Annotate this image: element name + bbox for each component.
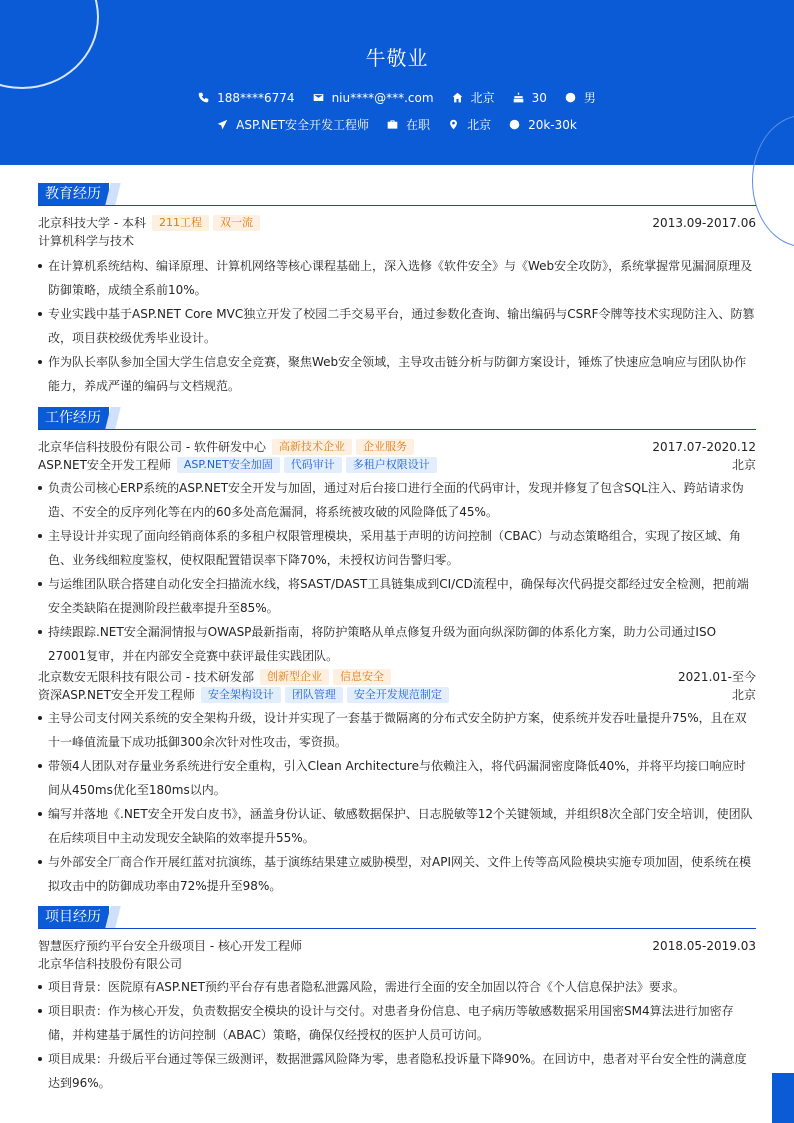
- candidate-name: 牛敬业: [365, 46, 429, 70]
- list-item: 带领4人团队对存量业务系统进行安全重构，引入Clean Architecture与依赖注入，将代码漏洞密度降低40%，并将平均接口响应时间从450ms优化至180ms以内。: [38, 754, 756, 802]
- education-date: 2013.09-2017.06: [652, 216, 756, 230]
- job-date: 2017.07-2020.12: [652, 440, 756, 454]
- education-title: 教育经历: [38, 183, 109, 205]
- school-name: 北京科技大学 - 本科: [38, 216, 146, 230]
- project-heading: [38, 906, 756, 929]
- education-section: [38, 183, 756, 398]
- job-city: 北京: [731, 458, 756, 472]
- salary-text: 20k-30k: [528, 117, 577, 132]
- email-item: [313, 91, 434, 105]
- contact-row: [0, 89, 794, 106]
- phone-item: [198, 91, 294, 105]
- position-name: ASP.NET安全开发工程师: [38, 458, 171, 472]
- skill-tag: 安全开发规范制定: [347, 687, 449, 703]
- job-date: 2021.01-至今: [678, 670, 756, 684]
- money-icon: [509, 119, 520, 130]
- send-icon: [217, 119, 228, 130]
- work-heading: [38, 407, 756, 430]
- list-item: 主导设计并实现了面向经销商体系的多租户权限管理模块，采用基于声明的访问控制（CBAC）与动态策略组合，实现了按区域、角色、业务线细粒度鉴权，使权限配置错误率下降70%，未授权访问告警归零。: [38, 524, 756, 572]
- gender-text: 男: [583, 91, 596, 105]
- major: 计算机科学与技术: [38, 234, 135, 248]
- list-item: 持续跟踪.NET安全漏洞情报与OWASP最新指南，将防护策略从单点修复升级为面向纵深防御的体系化方案，助力公司通过ISO 27001复审，并在内部安全竞赛中获评最佳实践团队。: [38, 620, 756, 668]
- company-tag: 企业服务: [356, 439, 414, 455]
- target-city-text: 北京: [467, 118, 492, 132]
- job-position-row: [38, 456, 756, 474]
- salary-item: [509, 118, 577, 132]
- company-tag: 高新技术企业: [272, 439, 352, 455]
- list-item: 项目职责：作为核心开发，负责数据安全模块的设计与交付。对患者身份信息、电子病历等敏感数据采用国密SM4算法进行加密存储，并构建基于属性的访问控制（ABAC）策略，确保仅经授权的医护人员可访问。: [38, 999, 756, 1047]
- home-city-text: 北京: [470, 91, 495, 105]
- skill-tag: 多租户权限设计: [346, 457, 437, 473]
- job-position-row: [38, 686, 756, 704]
- list-item: 项目成果：升级后平台通过等保三级测评，数据泄露风险降为零，患者隐私投诉量下降90%。在回访中，患者对平台安全性的满意度达到96%。: [38, 1047, 756, 1095]
- project-title: 项目经历: [38, 906, 109, 928]
- project-name-row: [38, 937, 756, 955]
- skill-tag: 安全架构设计: [201, 687, 281, 703]
- project-org-row: [38, 955, 756, 973]
- company-name: 北京数安无限科技有限公司 - 技术研发部: [38, 670, 254, 684]
- company-tag: 信息安全: [333, 669, 391, 685]
- list-item: 项目背景：医院原有ASP.NET预约平台存有患者隐私泄露风险，需进行全面的安全加固以符合《个人信息保护法》要求。: [38, 975, 756, 999]
- corner-decoration: [772, 1073, 794, 1123]
- project-section: [38, 906, 756, 1095]
- list-item: 与外部安全厂商合作开展红蓝对抗演练，基于演练结果建立威胁模型，对API网关、文件上传等高风险模块实施专项加固，使系统在模拟攻击中的防御成功率由72%提升至98%。: [38, 850, 756, 898]
- list-item: 编写并落地《.NET安全开发白皮书》，涵盖身份认证、敏感数据保护、日志脱敏等12个关键领域，并组织8次全部门安全培训，使团队在后续项目中主动发现安全缺陷的效率提升55%。: [38, 802, 756, 850]
- gender-item: [565, 89, 596, 106]
- job-bullets: [38, 706, 756, 898]
- status-text: 在职: [406, 118, 431, 132]
- email-text: niu****@***.com: [331, 90, 434, 105]
- age-item: [513, 91, 547, 105]
- education-heading: [38, 183, 756, 206]
- work-section: [38, 407, 756, 898]
- company-name: 北京华信科技股份有限公司 - 软件研发中心: [38, 440, 266, 454]
- education-bullets: [38, 254, 756, 398]
- job-company-row: [38, 438, 756, 456]
- skill-tag: ASP.NET安全加固: [177, 457, 280, 473]
- job-city: 北京: [731, 688, 756, 702]
- skill-tag: 代码审计: [284, 457, 342, 473]
- list-item: 负责公司核心ERP系统的ASP.NET安全开发与加固，通过对后台接口进行全面的代码审计，发现并修复了包含SQL注入、跨站请求伪造、不安全的反序列化等在内的60多处高危漏洞，将系统被攻破的风险降低了45%。: [38, 476, 756, 524]
- target-city-item: [448, 116, 491, 133]
- resume-header: [0, 0, 794, 165]
- list-item: 主导公司支付网关系统的安全架构升级，设计并实现了一套基于微隔离的分布式安全防护方案，使系统并发吞吐量提升75%，且在双十一峰值流量下成功抵御300余次针对性攻击，零资损。: [38, 706, 756, 754]
- skill-tag: 团队管理: [285, 687, 343, 703]
- education-major-row: [38, 232, 756, 250]
- job-intent-row: [0, 116, 794, 133]
- job-company-row: [38, 668, 756, 686]
- briefcase-icon: [387, 119, 398, 130]
- project-bullets: [38, 975, 756, 1095]
- school-tag: 211工程: [152, 215, 209, 231]
- location-icon: [448, 119, 459, 130]
- status-item: [387, 116, 430, 133]
- position-name: 资深ASP.NET安全开发工程师: [38, 688, 195, 702]
- list-item: 在计算机系统结构、编译原理、计算机网络等核心课程基础上，深入选修《软件安全》与《Web安全攻防》，系统掌握常见漏洞原理及防御策略，成绩全系前10%。: [38, 254, 756, 302]
- work-title: 工作经历: [38, 407, 109, 429]
- age-text: 30: [531, 90, 547, 105]
- phone-icon: [198, 92, 209, 103]
- school-tag: 双一流: [213, 215, 260, 231]
- company-tag: 创新型企业: [260, 669, 329, 685]
- list-item: 专业实践中基于ASP.NET Core MVC独立开发了校园二手交易平台，通过参数化查询、输出编码与CSRF令牌等技术实现防注入、防篡改，项目获校级优秀毕业设计。: [38, 302, 756, 350]
- list-item: 作为队长率队参加全国大学生信息安全竞赛，聚焦Web安全领域，主导攻击链分析与防御方案设计，锤炼了快速应急响应与团队协作能力，养成严谨的编码与文档规范。: [38, 350, 756, 398]
- list-item: 与运维团队联合搭建自动化安全扫描流水线，将SAST/DAST工具链集成到CI/CD流程中，确保每次代码提交都经过安全检测，把前端安全类缺陷在提测阶段拦截率提升至85%。: [38, 572, 756, 620]
- home-city-item: [452, 89, 495, 106]
- project-org: 北京华信科技股份有限公司: [38, 957, 183, 971]
- cake-icon: [513, 92, 524, 103]
- target-position-item: [217, 116, 369, 133]
- education-school-row: [38, 214, 756, 232]
- project-name: 智慧医疗预约平台安全升级项目 - 核心开发工程师: [38, 939, 302, 953]
- project-date: 2018.05-2019.03: [652, 939, 756, 953]
- mail-icon: [313, 92, 324, 103]
- job-bullets: [38, 476, 756, 668]
- target-position-text: ASP.NET安全开发工程师: [236, 118, 370, 132]
- gender-icon: [565, 92, 576, 103]
- home-icon: [452, 92, 463, 103]
- phone-text: 188****6774: [217, 90, 295, 105]
